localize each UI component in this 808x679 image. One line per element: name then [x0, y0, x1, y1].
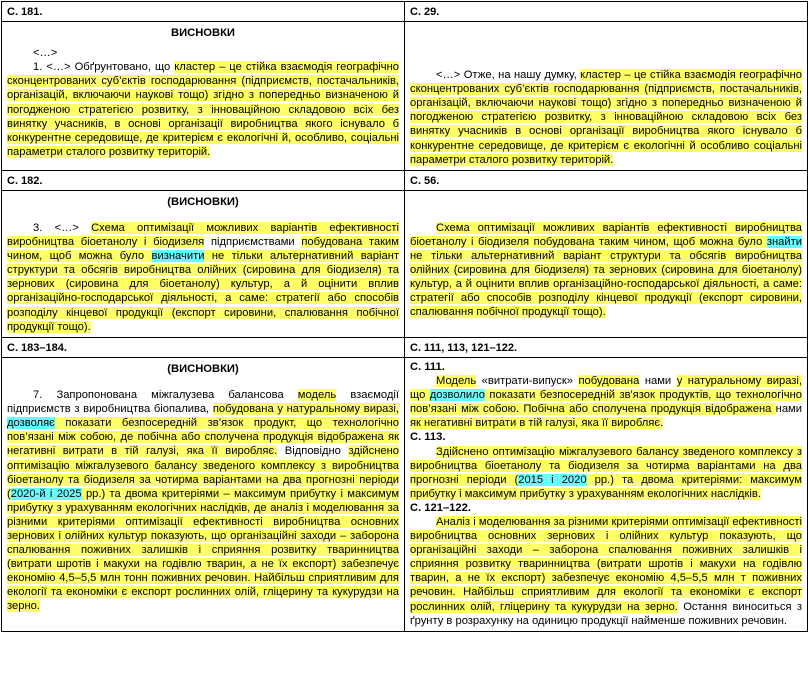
paragraph	[410, 515, 802, 628]
text: 1. <…> Обґрунтовано, що	[33, 61, 175, 74]
highlight: кластер – це стійка взаємодія географічно сконцентрованих суб’єктів господарювання (підприємств, постачальників, організацій, включаючи наукові тощо) згідно з попередньо визначеною й погодженою стратегією розвитку, з інноваційною складовою всіх без винятку учасників в основі організації виробництва якого існувало б конкурентне середовище, де критерієм є екологічні й особливо соціальні параметри сталого розвитку територій.	[410, 69, 802, 166]
right-cell	[405, 22, 808, 171]
text: 7. Запропонована міжгалузева балансова	[33, 389, 298, 402]
text: Відповідно	[277, 445, 349, 458]
highlight: побудована таким чином, щоб можна було	[7, 236, 399, 263]
text: Остання виноситься з ґрунту в розрахунку на одиницю продукції найменше поживних речовин.	[410, 600, 802, 627]
table-row	[2, 2, 808, 22]
table-row	[2, 337, 808, 357]
right-page-ref: С. 29.	[405, 2, 808, 22]
highlight: не тільки альтернативний варіант структури та обсягів виробництва олійних (сировина для біодизеля) та зернових (сировина для біоетанолу) культур, а й оцінити вплив організаційно-господарської діяльності, а саме: стратегії або способів розподілу кінцевої продукції (експорт сировини, спалювання побічної продукції тощо).	[410, 250, 802, 319]
highlight: не тільки альтернативний варіант структури та обсягів виробництва олійних (сировина для біодизеля) та зернових (сировина для біоетанолу) культур, а й оцінити вплив організаційно-господарської діяльності, а саме: стратегії або способів розподілу кінцевої продукції (експорт сировини, спалювання побічної продукції тощо).	[7, 250, 399, 333]
left-cell	[2, 22, 405, 171]
highlight: показати безпосередній зв’язок продукт, що технологічно пов’язані між собою, де побічна або сполучена продукція відображена як негативні витрати в тій галузі, яка її виробляє.	[7, 417, 399, 458]
comparison-table	[1, 1, 808, 632]
highlight: як негативні витрати в тій галузі, яка її виробляє.	[410, 417, 664, 430]
highlight: у натуральному виразі	[676, 375, 799, 388]
right-cell	[405, 190, 808, 337]
paragraph	[7, 388, 399, 614]
highlight: показати безпосередній зв'язок продуктів, що технологічно пов’язані між собою. Побічна або сполучена продукція відображена	[410, 389, 802, 416]
highlight: Схема оптимізації можливих варіантів ефективності виробництва біоетанолу і біодизеля	[7, 221, 399, 249]
highlight: здійснено оптимізацію міжгалузевого балансу зведеного комплексу з виробництва біоетанолу та біодизеля за чотирма варіантами на два прогнозні періоди (	[7, 445, 399, 500]
paragraph	[410, 445, 802, 501]
paragraph	[410, 221, 802, 320]
section-title: ВИСНОВКИ	[171, 27, 235, 40]
highlight-changed: визначити	[151, 250, 205, 263]
left-cell	[2, 357, 405, 631]
subsection-ref: С. 113.	[410, 431, 446, 444]
highlight-changed: дозволяє	[7, 417, 55, 430]
right-page-ref: С. 56.	[405, 170, 808, 190]
text: нами	[639, 375, 677, 388]
text: «витрати-випуск»	[476, 375, 579, 388]
highlight: Схема оптимізації можливих варіантів ефективності виробництва біоетанолу і біодизеля побудована таким чином, щоб можна було	[410, 221, 802, 248]
highlight: кластер – це стійка взаємодія географічно сконцентрованих суб’єктів господарювання (підприємств, постачальників, організацій, включаючи наукові тощо) згідно з попередньо визначеною й погодженою стратегією розвитку, з інноваційною складовою всіх без винятку учасників, в основі організації виробництва якого існувало б конкурентне середовище, де критерієм є екологічні й, особливо, соціальні параметри сталого розвитку територій.	[7, 61, 399, 158]
highlight: Модель	[436, 375, 477, 388]
right-cell	[405, 357, 808, 631]
section-title: (ВИСНОВКИ)	[167, 362, 239, 375]
right-page-ref: С. 111, 113, 121–122.	[405, 337, 808, 357]
text: підприємствами	[204, 236, 302, 249]
highlight-changed: дозволило	[429, 389, 485, 402]
paragraph	[410, 68, 802, 167]
paragraph	[7, 60, 399, 159]
highlight: рр.) та двома критеріями: максимум прибутку і максимум прибутку з урахуванням екологічних наслідків.	[410, 473, 802, 500]
text: <…> Отже, на нашу думку,	[436, 69, 581, 82]
text: 3. <…>	[33, 221, 92, 234]
left-cell	[2, 190, 405, 337]
highlight: побудована	[578, 375, 640, 388]
highlight: рр.) та двома критеріями – максимум прибутку і максимум прибутку з урахуванням екологічних наслідків, де аналіз і моделювання за різними критеріями оптимізації ефективності виробництва основних зернових і олійних культур показують, що організаційні заходи – заборона спалювання поживних залишків і сприяння розвитку тваринництва (витрати шротів і макухи на годівлю тварин, а не їх експорт) забезпечує економію 4,5–5,5 млн тонн поживних речовин. Найбільш сприятливим для екології та економіки є експорт рослинних олій, гліцерину та кукурудзи на зерно.	[7, 487, 400, 613]
table-row	[2, 357, 808, 631]
highlight: , що	[410, 375, 803, 402]
table-row	[2, 22, 808, 171]
text: взаємодії підприємств з виробництва біопалива,	[7, 389, 399, 416]
paragraph	[7, 221, 399, 334]
highlight: Аналіз і моделювання за різними критеріями оптимізації ефективності виробництва основних зернових і олійних культур показують, що організаційні заходи – заборона спалювання поживних залишків і сприяння розвитку тваринництва (витрати шротів і макухи на годівлю тварин, а не їх експорт) забезпечує економію 4,5–5,5 млн т поживних речовин. Найбільш сприятливим для екології та економіки є експорт рослинних олій, гліцерину та кукурудзи на зерно.	[410, 515, 802, 613]
highlight: Здійснено оптимізацію міжгалузевого балансу зведеного комплексу з виробництва біоетанолу та біодизеля за чотирма варіантами на два прогнозні періоди (	[410, 445, 802, 486]
paragraph	[410, 374, 802, 430]
subsection-ref: С. 121–122.	[410, 501, 471, 514]
highlight: побудована у натуральному виразі,	[212, 403, 399, 416]
highlight-changed: 2015 і 2020	[518, 473, 587, 486]
section-title: (ВИСНОВКИ)	[167, 195, 239, 208]
subsection-ref: С. 111.	[410, 360, 445, 373]
ellipsis: <…>	[33, 47, 58, 60]
highlight-changed: знайти	[766, 235, 802, 248]
left-page-ref: С. 181.	[2, 2, 405, 22]
highlight: модель	[297, 389, 337, 402]
highlight-changed: 2020-й і 2025	[10, 487, 82, 500]
left-page-ref: С. 183–184.	[2, 337, 405, 357]
left-page-ref: С. 182.	[2, 170, 405, 190]
table-row	[2, 170, 808, 190]
text: нами	[775, 403, 802, 416]
table-row	[2, 190, 808, 337]
